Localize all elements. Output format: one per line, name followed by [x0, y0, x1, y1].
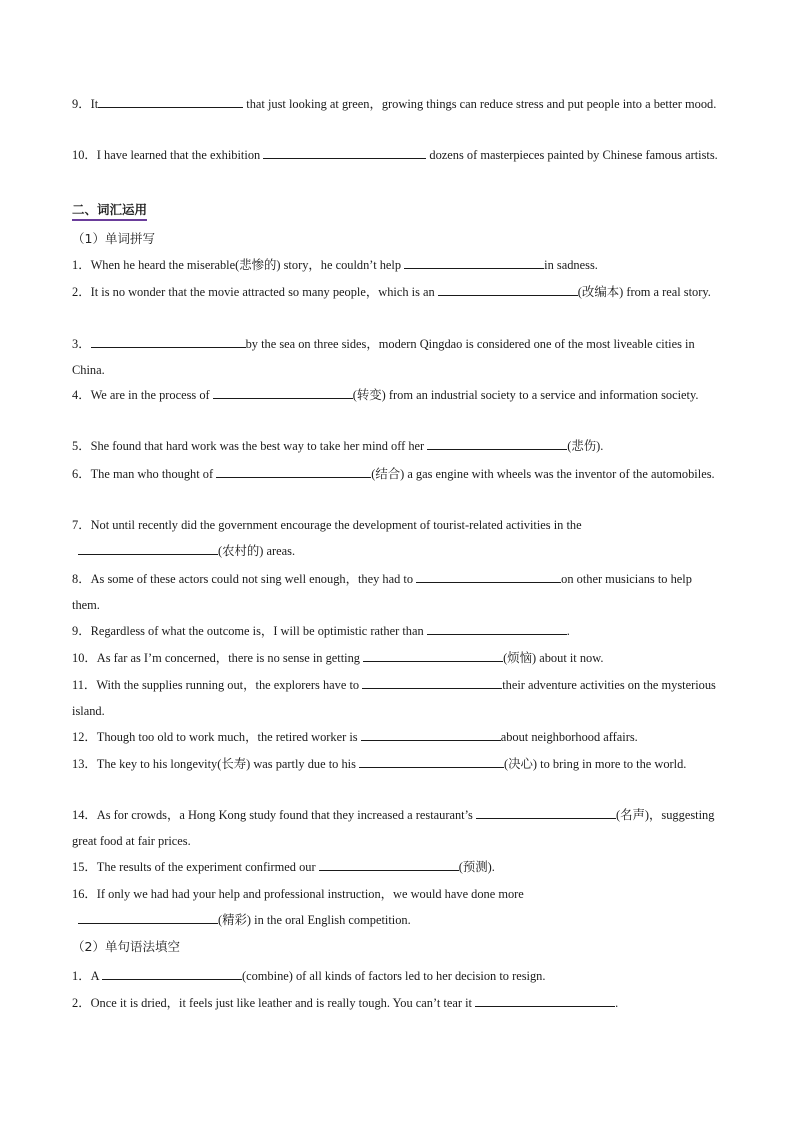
- spelling-item: [72, 854, 722, 880]
- item-number: 6．: [72, 467, 91, 481]
- exercise-item: [72, 142, 722, 168]
- grammar-item: [72, 963, 722, 989]
- item-number: 10．: [72, 148, 97, 162]
- grammar-item: [72, 990, 722, 1016]
- item-text: (农村的) areas.: [218, 544, 296, 558]
- spelling-item: [72, 433, 722, 459]
- answer-blank[interactable]: [361, 727, 501, 741]
- answer-blank[interactable]: [319, 857, 459, 871]
- item-number: 3．: [72, 337, 91, 351]
- spelling-item: [72, 252, 722, 278]
- item-text: by the sea on three sides，modern Qingdao is considered one of the most liveable cities in China.: [72, 337, 695, 377]
- answer-blank[interactable]: [78, 910, 218, 924]
- exercise-item: [72, 91, 722, 117]
- item-text: We are in the process of: [90, 388, 213, 402]
- answer-blank[interactable]: [78, 541, 218, 555]
- answer-blank[interactable]: [427, 621, 567, 635]
- answer-blank[interactable]: [363, 648, 503, 662]
- item-number: 9．: [72, 97, 91, 111]
- answer-blank[interactable]: [213, 385, 353, 399]
- item-number: 1．: [72, 969, 91, 983]
- item-text: .: [615, 996, 619, 1010]
- spelling-item: [72, 672, 722, 724]
- answer-blank[interactable]: [216, 464, 371, 478]
- answer-blank[interactable]: [427, 436, 567, 450]
- answer-blank[interactable]: [359, 754, 504, 768]
- answer-blank[interactable]: [91, 334, 246, 348]
- section-heading: 二、词汇运用: [72, 201, 147, 221]
- answer-blank[interactable]: [416, 569, 561, 583]
- item-text: (决心) to bring in more to the world.: [504, 757, 687, 771]
- answer-blank[interactable]: [263, 145, 426, 159]
- item-text: (结合) a gas engine with wheels was the inventor of the automobiles.: [371, 467, 715, 481]
- item-number: 14．: [72, 808, 97, 822]
- spelling-item: [72, 566, 722, 618]
- spelling-item: [72, 279, 722, 305]
- item-number: 1．: [72, 258, 91, 272]
- item-text: As some of these actors could not sing well enough，they had to: [90, 572, 417, 586]
- item-number: 13．: [72, 757, 97, 771]
- spelling-item: [72, 461, 722, 487]
- spelling-item: [72, 802, 722, 854]
- item-number: 2．: [72, 996, 91, 1010]
- item-text: When he heard the miserable(悲惨的) story，he couldn’t help: [90, 258, 405, 272]
- subsection-heading-grammar: （2）单句语法填空: [72, 939, 180, 954]
- item-text: Not until recently did the government encourage the development of tourist-related activities in the: [90, 518, 582, 532]
- spelling-item: [72, 618, 722, 644]
- item-text: .: [566, 624, 570, 638]
- item-number: 10．: [72, 651, 97, 665]
- spelling-item: [72, 512, 722, 564]
- item-text: She found that hard work was the best way to take her mind off her: [90, 439, 428, 453]
- item-text: As far as I’m concerned，there is no sense in getting: [96, 651, 364, 665]
- item-number: 9．: [72, 624, 91, 638]
- item-text: The results of the experiment confirmed our: [96, 860, 319, 874]
- answer-blank[interactable]: [438, 282, 578, 296]
- item-text: (combine) of all kinds of factors led to her decision to resign.: [241, 969, 546, 983]
- item-number: 15．: [72, 860, 97, 874]
- item-number: 12．: [72, 730, 97, 744]
- spelling-item: [72, 645, 722, 671]
- item-text: dozens of masterpieces painted by Chinese famous artists.: [426, 148, 718, 162]
- item-number: 8．: [72, 572, 91, 586]
- spelling-item: [72, 881, 722, 933]
- spelling-item: [72, 331, 722, 383]
- item-text: (悲伤).: [567, 439, 604, 453]
- item-number: 16．: [72, 887, 97, 901]
- answer-blank[interactable]: [476, 805, 616, 819]
- item-text: on other musicians to help them.: [72, 572, 692, 612]
- item-text: in sadness.: [544, 258, 598, 272]
- item-text: (预测).: [458, 860, 495, 874]
- item-number: 4．: [72, 388, 91, 402]
- answer-blank[interactable]: [475, 993, 615, 1007]
- answer-blank[interactable]: [362, 675, 502, 689]
- item-text: It is no wonder that the movie attracted so many people，which is an: [90, 285, 438, 299]
- answer-blank[interactable]: [102, 966, 242, 980]
- item-text: The key to his longevity(长寿) was partly due to his: [96, 757, 360, 771]
- item-text: their adventure activities on the mysterious island.: [72, 678, 716, 718]
- item-text: Though too old to work much，the retired worker is: [96, 730, 361, 744]
- item-text: (改编本) from a real story.: [577, 285, 711, 299]
- item-text: A: [90, 969, 102, 983]
- item-text: With the supplies running out，the explorers have to: [96, 678, 363, 692]
- item-text: (转变) from an industrial society to a service and information society.: [352, 388, 699, 402]
- item-text: Once it is dried，it feels just like leather and is really tough. You can’t tear it: [90, 996, 476, 1010]
- item-number: 5．: [72, 439, 91, 453]
- item-number: 11．: [72, 678, 97, 692]
- spelling-item: [72, 751, 722, 777]
- answer-blank[interactable]: [404, 255, 544, 269]
- item-text: It: [90, 97, 99, 111]
- answer-blank[interactable]: [98, 94, 243, 108]
- item-text: that just looking at green，growing things can reduce stress and put people into a better mood.: [243, 97, 717, 111]
- item-text: about neighborhood affairs.: [500, 730, 638, 744]
- item-text: If only we had had your help and professional instruction，we would have done more: [96, 887, 524, 901]
- item-number: 2．: [72, 285, 91, 299]
- item-number: 7．: [72, 518, 91, 532]
- item-text: I have learned that the exhibition: [96, 148, 264, 162]
- subsection-heading-spelling: （1）单词拼写: [72, 231, 155, 246]
- item-text: Regardless of what the outcome is，I will be optimistic rather than: [90, 624, 427, 638]
- item-text: As for crowds，a Hong Kong study found that they increased a restaurant’s: [96, 808, 476, 822]
- item-text: The man who thought of: [90, 467, 217, 481]
- spelling-item: [72, 382, 722, 408]
- item-text: (烦恼) about it now.: [503, 651, 604, 665]
- item-text: (名声)，suggesting great food at fair prices.: [72, 808, 715, 848]
- item-text: (精彩) in the oral English competition.: [218, 913, 411, 927]
- spelling-item: [72, 724, 722, 750]
